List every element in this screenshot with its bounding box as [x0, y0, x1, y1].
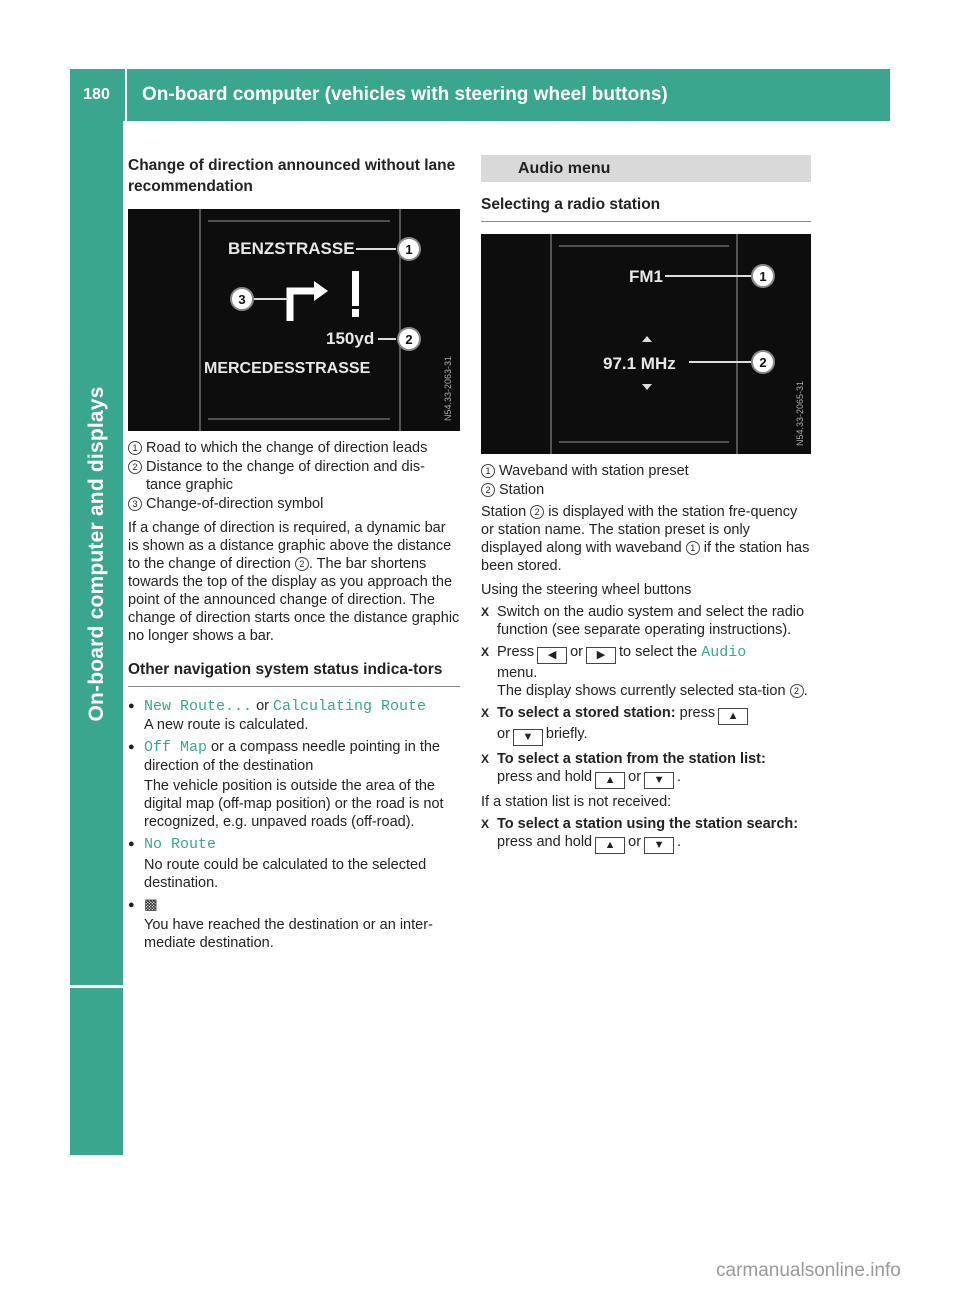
figure-code: N54.33-2063-31: [443, 355, 453, 421]
right-column: [481, 155, 811, 854]
legend-list: [128, 439, 460, 513]
page-title: On-board computer (vehicles with steering wheel buttons): [142, 84, 668, 105]
legend-item: 2 Station: [481, 481, 811, 499]
up-key-icon: ▲: [595, 772, 625, 789]
step-item: X Press ◀ or ▶ to select the Audio menu. The display shows currently selected sta-tion 2 .: [481, 644, 808, 699]
destination-flag-icon: ▩: [144, 897, 158, 913]
up-key-icon: ▲: [595, 837, 625, 854]
page-number: 180: [83, 86, 110, 103]
legend-item: 1 Waveband with station preset: [481, 462, 811, 480]
list-item: ● ▩ You have reached the destination or an inter-mediate destination.: [128, 897, 433, 951]
watermark: carmanualsonline.info: [716, 1260, 901, 1281]
callout-1: 1: [405, 242, 413, 257]
list-item: ● New Route... or Calculating Route A new route is calculated.: [128, 698, 427, 733]
callout-1: 1: [759, 269, 767, 284]
right-key-icon: ▶: [586, 647, 616, 664]
chapter-sidebar: [70, 121, 123, 986]
distance-label: 150yd: [326, 329, 375, 348]
paragraph-no-list: If a station list is not received:: [481, 794, 672, 810]
audio-display-graphic: [481, 234, 811, 454]
street-bottom-label: MERCEDESSTRASSE: [204, 360, 371, 377]
heading-status-indicators: Other navigation system status indica-tors: [128, 661, 443, 678]
paragraph-station: Station 2 is displayed with the station fre-quency or station name. The station preset is only displayed along with waveband 1 if the station has been stored.: [481, 504, 810, 574]
figure-code: N54.33-2065-31: [795, 380, 805, 446]
callout-2: 2: [759, 355, 767, 370]
down-key-icon: ▼: [644, 837, 674, 854]
down-key-icon: ▼: [513, 729, 543, 746]
legend-item: 3 Change-of-direction symbol: [128, 495, 460, 513]
chapter-label: On-board computer and displays: [84, 385, 108, 722]
callout-2: 2: [405, 332, 413, 347]
step-item: X Switch on the audio system and select the radio function (see separate operating instructions).: [481, 604, 805, 638]
paragraph-dynamic-bar: If a change of direction is required, a dynamic bar is shown as a distance graphic above the distance to the change of direction 2 . The bar shortens towards the top of the display as you approach the point of the announced change of direction. The change of direction starts once the distance graphic no longer shows a bar.: [128, 520, 460, 644]
step-item: X To select a stored station: press ▲ or ▼ briefly.: [481, 704, 811, 746]
legend-item: 2 Distance to the change of direction and dis-tance graphic: [128, 458, 460, 494]
distance-bar: [352, 271, 359, 306]
step-item: X To select a station from the station list: press and hold ▲ or ▼ .: [481, 750, 811, 789]
left-column: [128, 155, 460, 952]
down-key-icon: ▼: [644, 772, 674, 789]
navigation-figure: [128, 209, 460, 431]
waveband-label: FM1: [629, 267, 663, 286]
legend-item: 1 Road to which the change of direction leads: [128, 439, 460, 457]
page-header: [70, 69, 890, 121]
heading-rule: [128, 686, 460, 687]
frequency-label: 97.1 MHz: [603, 354, 676, 373]
chapter-tab-marker: [70, 986, 123, 1155]
list-item: ● No Route No route could be calculated to the selected destination.: [128, 836, 427, 891]
heading-radio: Selecting a radio station: [481, 196, 661, 213]
street-top-label: BENZSTRASSE: [228, 239, 355, 258]
list-item: ● Off Map or a compass needle pointing in the direction of the destination The vehicle position is outside the area of the digital map (off-map position) or the road is not recognized, e.g. unpaved roads (off-road).: [128, 739, 444, 830]
paragraph-using-buttons: Using the steering wheel buttons: [481, 582, 692, 598]
section-audio-menu: Audio menu: [481, 155, 811, 182]
step-item: X To select a station using the station search: press and hold ▲ or ▼ .: [481, 815, 811, 854]
left-key-icon: ◀: [537, 647, 567, 664]
navigation-display-graphic: [128, 209, 460, 431]
heading-direction: Change of direction announced without lane recommendation: [128, 157, 456, 195]
callout-3: 3: [238, 292, 246, 307]
heading-rule: [481, 221, 811, 222]
header-divider: [125, 69, 127, 121]
audio-figure: [481, 234, 811, 454]
legend-list: [481, 462, 811, 499]
up-key-icon: ▲: [718, 708, 748, 725]
